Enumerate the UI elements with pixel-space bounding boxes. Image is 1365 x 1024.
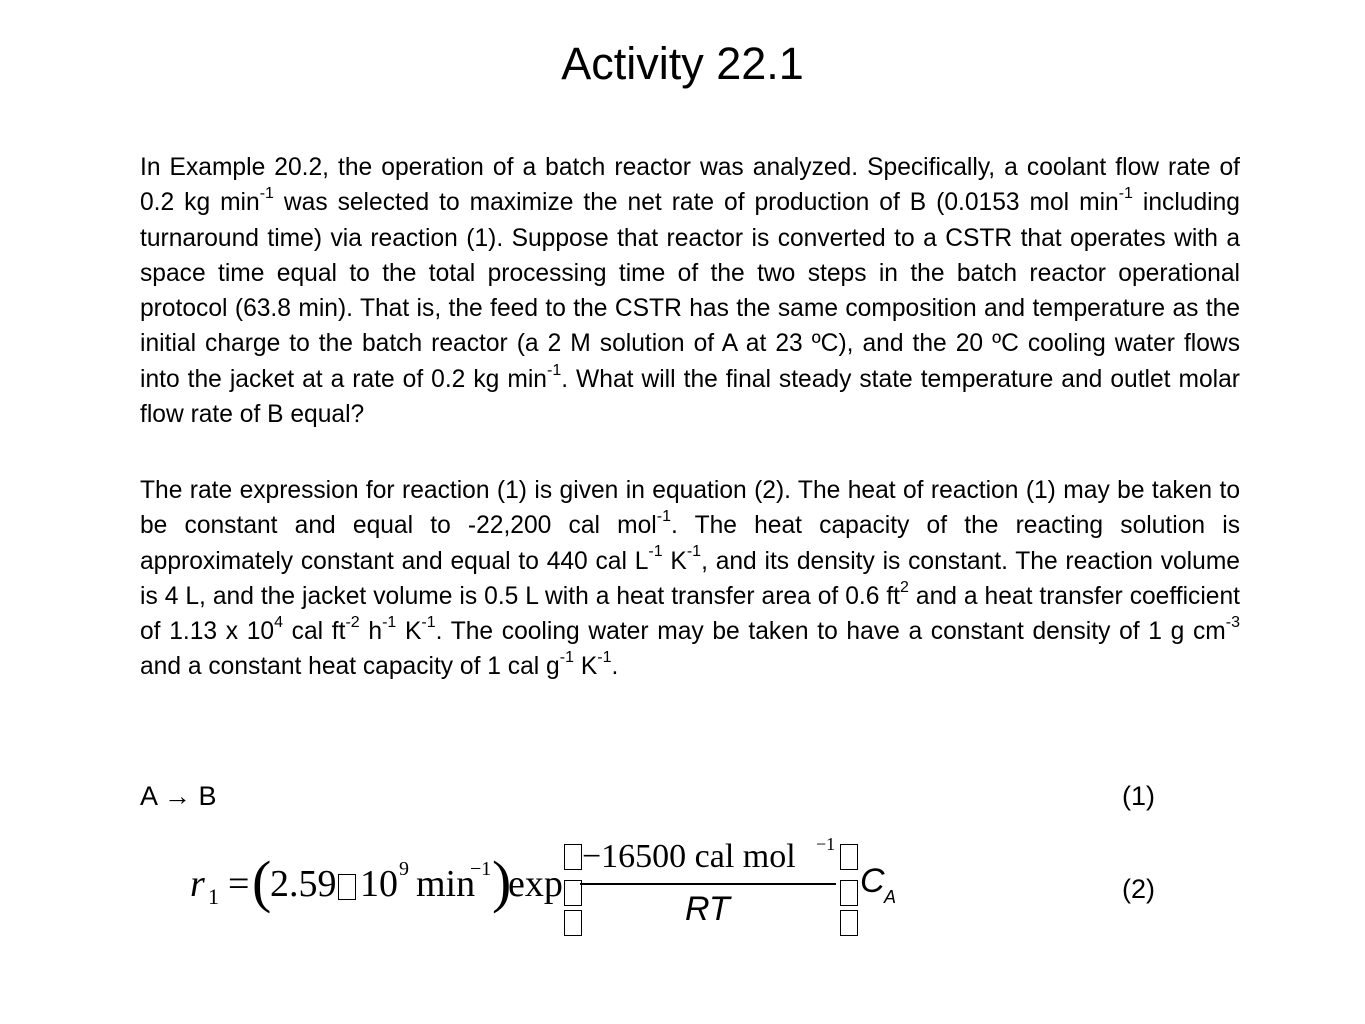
fraction-numerator: −16500 cal mol <box>582 838 796 875</box>
rate-symbol: r <box>190 863 205 905</box>
missing-glyph-box <box>338 874 356 900</box>
given-data: The rate expression for reaction (1) is given in equation (2). The heat of reaction (1) may be taken to be constant and equal to -22,200 cal mol$^{-1}$. The heat capacity of the reacting solution is approximately constant and equal to 440 cal $L^{-1}$ $K^{-1}$, and its density is constant. The reaction volume is 4 L, and the jacket volume is 0.5 L with a heat transfer area of 0.6 $ft^2$ and a heat transfer coefficient of 1.13 x $10^4$ cal $ft^{-2}$ $h^{-1}$ $K^{-1}$. The cooling water may be taken to have a constant density of 1 g $cm^{-3}$ and a constant heat capacity of 1 cal $g^{-1}$ $K^{-1}$. <box>140 477 1240 681</box>
right-paren: ) <box>492 849 512 914</box>
missing-glyph-box <box>840 880 858 906</box>
rate-subscript: 1 <box>208 884 219 909</box>
reaction-equation: A → B <box>140 781 217 811</box>
missing-glyph-box <box>840 844 858 870</box>
missing-glyph-box <box>564 844 582 870</box>
power-of-ten: 10 <box>360 863 398 905</box>
numerator-exponent: −1 <box>816 834 836 854</box>
concentration-subscript: A <box>884 887 897 907</box>
equation-number-1: (1) <box>1122 781 1155 811</box>
concentration-symbol: C <box>860 862 885 900</box>
exp-function: exp <box>508 863 563 905</box>
power-exponent: 9 <box>399 858 409 880</box>
minute-exponent: −1 <box>470 858 492 880</box>
equation-number-2: (2) <box>1122 874 1155 904</box>
equals-sign: = <box>228 863 250 905</box>
problem-statement: In Example 20.2, the operation of a batch reactor was analyzed. Specifically, a coolant flow rate of 0.2 kg $\min^{-1}$ was selected to maximize the net rate of production of B (0.0153 mol $\min^{-1}$ including turnaround time) via reaction (1). Suppose that reactor is converted to a CSTR that operates with a space time equal to the total processing time of the two steps in the batch reactor operational protocol (63.8 min). That is, the feed to the CSTR has the same composition and temperature as the initial charge to the batch reactor (a 2 M solution of A at 23 ºC), and the 20 ºC cooling water flows into the jacket at a rate of 0.2 kg $\min^{-1}$. What will the final steady state temperature and outlet molar flow rate of B equal? <box>140 154 1240 429</box>
fraction-bar <box>580 883 836 885</box>
missing-glyph-box <box>840 910 858 936</box>
page-title: Activity 22.1 <box>561 38 804 89</box>
pre-exponential-coefficient: 2.59 <box>270 863 337 905</box>
fraction-denominator: RT <box>685 890 730 928</box>
rate-expression <box>180 832 920 942</box>
minute-unit: min <box>416 863 476 905</box>
missing-glyph-box <box>564 910 582 936</box>
left-paren: ( <box>252 849 272 914</box>
